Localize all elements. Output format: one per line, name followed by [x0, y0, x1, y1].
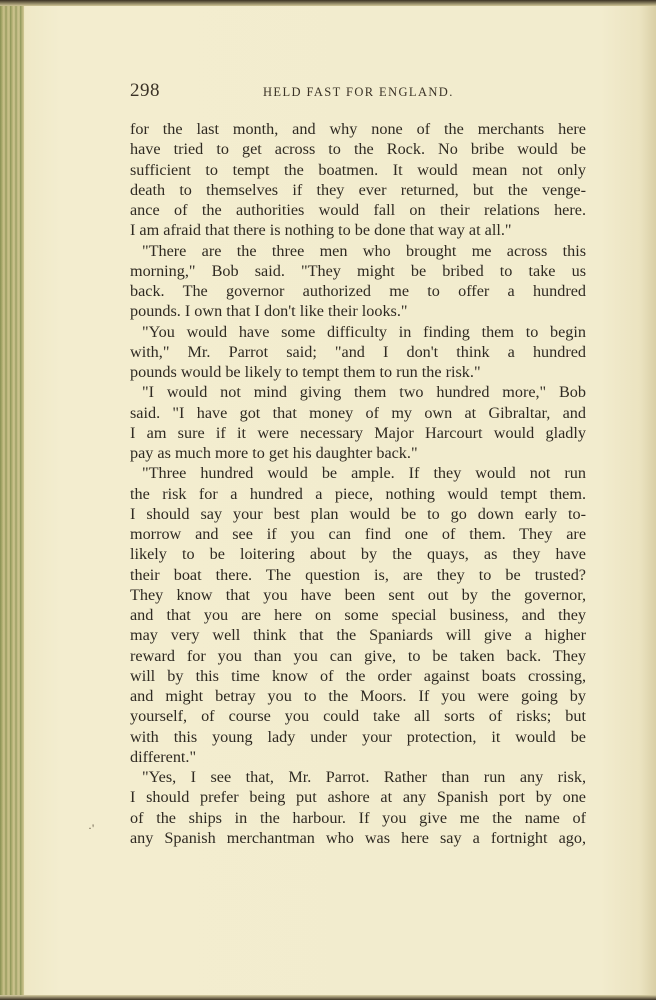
page-header [130, 80, 586, 104]
body-text [130, 119, 586, 848]
text-line: pay as much more to get his daughter back." [130, 444, 418, 462]
text-line: pounds would be likely to tempt them to run the risk." [130, 363, 481, 381]
margin-mark: ·' [88, 821, 95, 835]
text-line: I am sure if it were necessary Major Harcourt would gladly [130, 423, 586, 442]
book-spine-edge [0, 0, 24, 1000]
text-line: "Yes, I see that, Mr. Parrot. Rather than run any risk, [142, 768, 586, 786]
text-line: will by this time know of the order against boats crossing, [130, 666, 586, 685]
text-line: death to themselves if they ever returned, but the venge- [130, 180, 586, 199]
text-line: with this young lady under your protection, it would be [130, 727, 586, 746]
text-line: I am afraid that there is nothing to be done that way at all." [130, 221, 512, 240]
text-line: likely to be loitering about by the quays, as they have [130, 545, 586, 564]
text-line: morrow and see if you can find one of them. They are [130, 525, 586, 543]
bottom-page-edge [0, 995, 656, 1000]
text-line: back. The governor authorized me to offer a hundred [130, 282, 586, 300]
text-line: pounds. I own that I don't like their looks." [130, 302, 408, 321]
text-line: sufficient to tempt the boatmen. It would mean not only [130, 160, 586, 179]
text-line: and that you are here on some special business, and they [130, 606, 586, 624]
text-line: "Three hundred would be ample. If they would not run [142, 464, 586, 483]
top-page-edge [0, 0, 656, 6]
text-line: different." [130, 747, 197, 766]
text-line: the risk for a hundred a piece, nothing would tempt them. [130, 484, 586, 503]
text-line: any Spanish merchantman who was here say a fortnight ago, [130, 828, 586, 847]
text-line: and might betray you to the Moors. If you were going by [130, 687, 586, 705]
text-line: their boat there. The question is, are they to be trusted? [130, 565, 586, 584]
text-line: morning," Bob said. "They might be bribed to take us [130, 261, 586, 280]
running-title: HELD FAST FOR ENGLAND. [263, 85, 454, 99]
text-line: of the ships in the harbour. If you give me the name of [130, 808, 586, 827]
text-line: reward for you than you can give, to be taken back. They [130, 646, 586, 665]
text-line: I should say your best plan would be to go down early to- [130, 504, 586, 523]
text-line: ance of the authorities would fall on their relations here. [130, 201, 586, 219]
text-line: "You would have some difficulty in finding them to begin [142, 322, 586, 341]
text-line: may very well think that the Spaniards will give a higher [130, 626, 586, 645]
text-line: with," Mr. Parrot said; "and I don't think a hundred [130, 342, 586, 361]
text-line: yourself, of course you could take all sorts of risks; but [130, 707, 586, 726]
text-line: I should prefer being put ashore at any Spanish port by one [130, 788, 586, 807]
text-line: "I would not mind giving them two hundred more," Bob [142, 383, 586, 402]
text-line: have tried to get across to the Rock. No bribe would be [130, 140, 586, 159]
text-line: for the last month, and why none of the merchants here [130, 120, 586, 138]
text-line: They know that you have been sent out by the governor, [130, 585, 586, 604]
text-line: "There are the three men who brought me across this [142, 241, 586, 260]
page-number: 298 [130, 80, 160, 101]
text-line: said. "I have got that money of my own at Gibraltar, and [130, 403, 586, 422]
